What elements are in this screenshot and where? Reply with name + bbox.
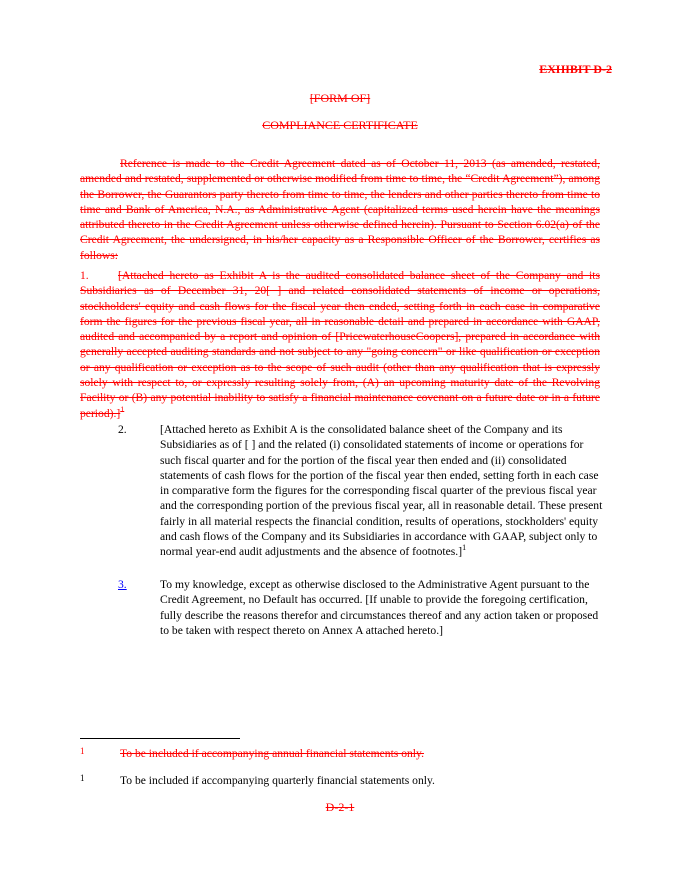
item-3-paragraph [118, 577, 603, 638]
item-1-number: 1. [80, 269, 89, 282]
intro-paragraph: Reference is made to the Credit Agreement dated as of October 11, 2013 (as amended, restated, amended and restated, supplemented or otherwise modified from time to time, the “Credit Agreement”), among the Borrower, the Guarantors party thereto from time to time, the lenders and other parties thereto from time to time and Bank of America, N.A., as Administrative Agent (capitalized terms used herein have the meanings attributed thereto in the Credit Agreement unless otherwise defined herein). Pursuant to Section 6.02(a) of the Credit Agreement, the undersigned, in his/her capacity as a Responsible Officer of the Borrower, certifies as follows: [80, 157, 600, 262]
item-1-text: [Attached hereto as Exhibit A is the audited consolidated balance sheet of the Company and its Subsidiaries as of December 31, 20[ ] and related consolidated statements of income or operations, stockholders' equity and cash flows for the fiscal year then ended, setting forth in each case in comparative form the figures for the previous fiscal year, all in reasonable detail and prepared in accordance with GAAP, audited and accompanied by a report and opinion of [PricewaterhouseCoopers], prepared in accordance with generally accepted auditing standards and not subject to any "going concern" or like qualification or exception or any qualification or exception as to the scope of such audit (other than any qualification that is expressly solely with respect to, or expressly resulting solely from, (A) an upcoming maturity date of the Revolving Facility or (B) any potential inability to satisfy a financial maintenance covenant on a future date or in a future period).] [80, 269, 600, 420]
item-3-text: To my knowledge, except as otherwise disclosed to the Administrative Agent pursuant to the Credit Agreement, no Default has occurred. [If unable to provide the foregoing certification, fully describe the reasons therefor and circumstances thereof and any action taken or proposed to be taken with respect thereto on Annex A attached hereto.] [160, 578, 599, 637]
page-number: D-2-1 [325, 800, 355, 814]
footnote-2-number: 1 [80, 773, 85, 783]
item-2-number: 2. [118, 423, 127, 436]
footnote-1 [80, 773, 600, 788]
item-2-footnote-ref[interactable]: 1 [462, 543, 467, 553]
footnote-2-text: To be included if accompanying quarterly financial statements only. [120, 774, 435, 787]
item-3-number: 3. [118, 578, 127, 591]
item-1-footnote-ref[interactable]: 1 [120, 404, 125, 414]
footnote-1-text: To be included if accompanying annual financial statements only. [120, 747, 424, 760]
item-2-text: [Attached hereto as Exhibit A is the consolidated balance sheet of the Company and its Subsidiaries as of [ ] and the related (i) consolidated statements of income or operations for such fiscal quarter and for the portion of the fiscal year then ended and (ii) consolidated statements of cash flows for the portion of the fiscal year then ended, setting forth in each case in comparative form the figures for the corresponding fiscal quarter of the previous fiscal year and the corresponding portion of the previous fiscal year, all in reasonable detail. These present fairly in all material respects the financial condition, results of operations, stockholders' equity and cash flows of the Company and its Subsidiaries in accordance with GAAP, subject only to normal year-end audit adjustments and the absence of footnotes.] [160, 423, 603, 559]
footnote-1-number: 1 [80, 746, 85, 756]
certificate-title: COMPLIANCE CERTIFICATE [262, 118, 418, 132]
footnote-1-deleted [80, 746, 600, 761]
exhibit-label: EXHIBIT D-2 [539, 62, 612, 76]
footnote-separator [80, 738, 240, 739]
item-1-paragraph [80, 268, 600, 421]
form-of-heading: [FORM OF] [309, 91, 371, 105]
item-2-paragraph [118, 422, 603, 560]
